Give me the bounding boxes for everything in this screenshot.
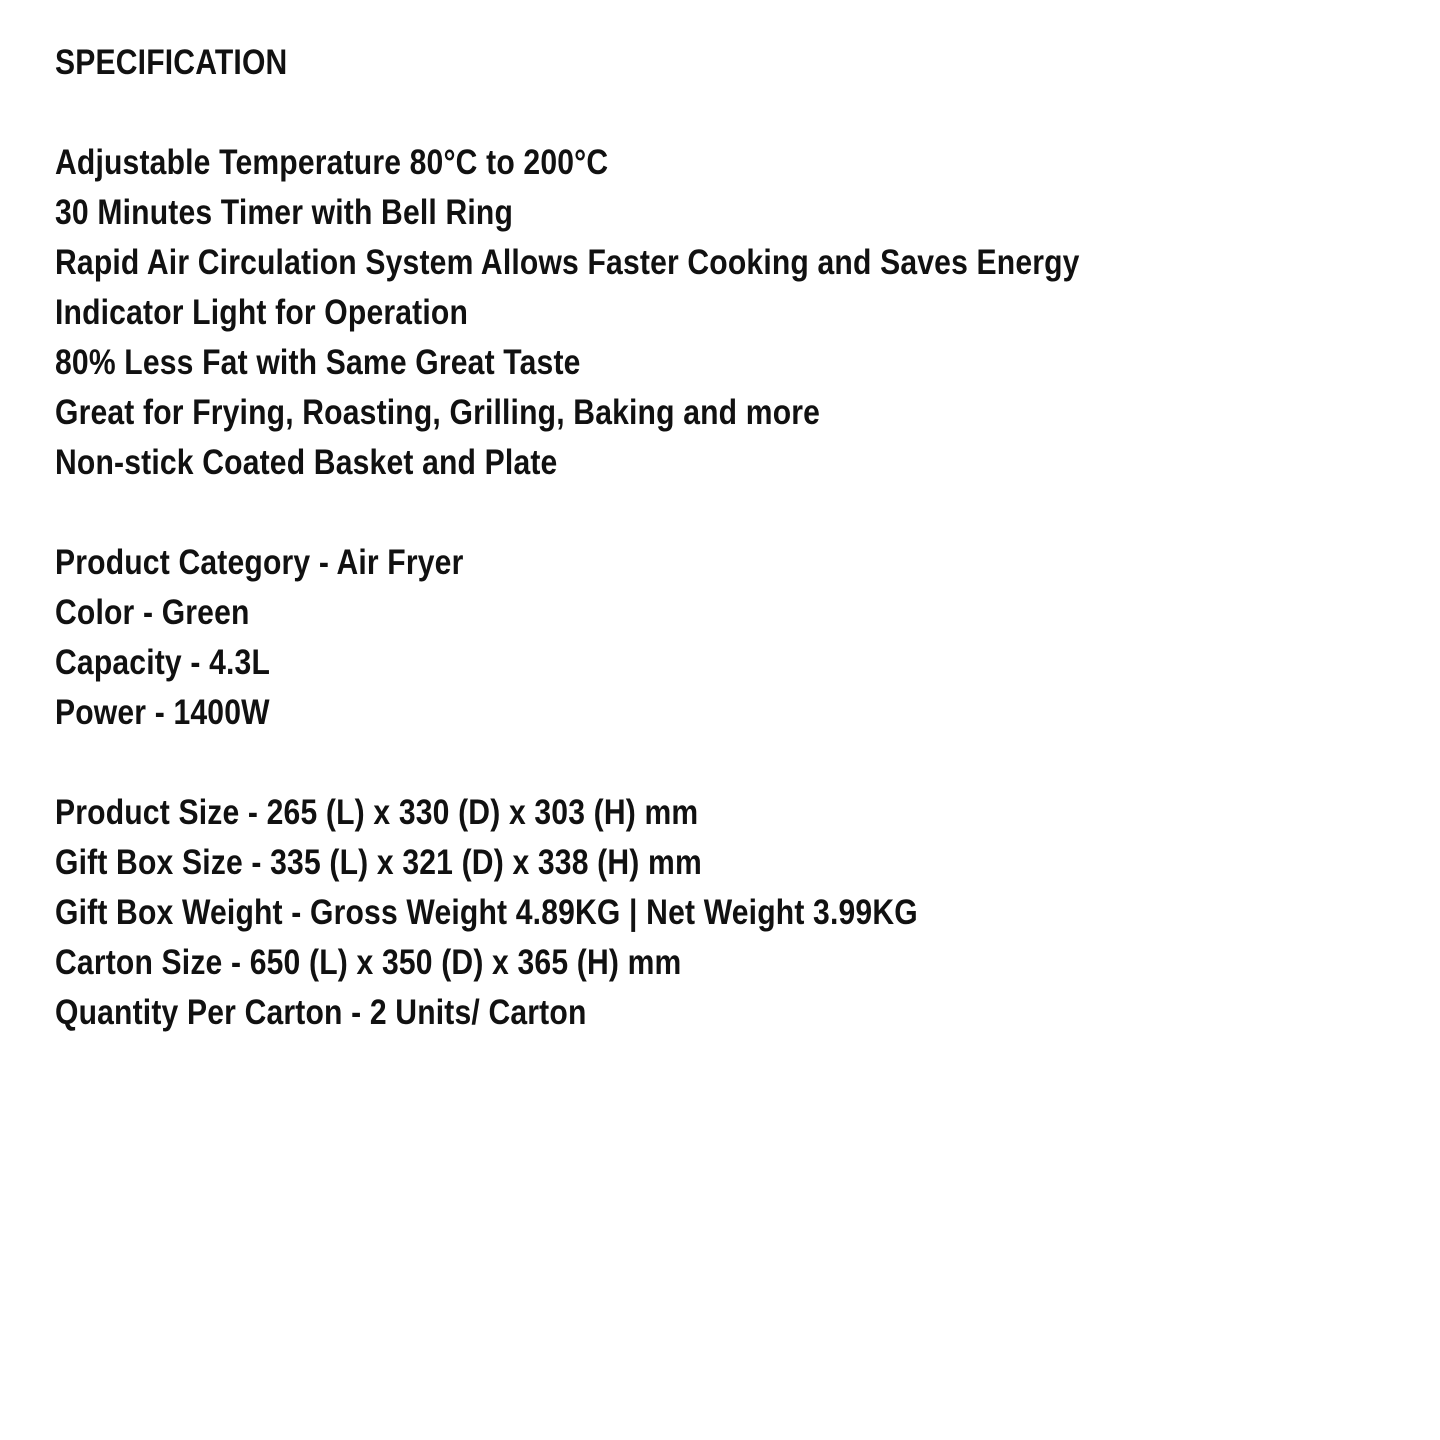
gift-box-size: Gift Box Size - 335 (L) x 321 (D) x 338 (H) mm [55, 843, 702, 882]
feature-line: 30 Minutes Timer with Bell Ring [55, 193, 514, 232]
product-info-list [55, 538, 1385, 738]
gift-box-weight: Gift Box Weight - Gross Weight 4.89KG | Net Weight 3.99KG [55, 893, 918, 932]
specification-document [55, 38, 1385, 1038]
product-power: Power - 1400W [55, 693, 270, 732]
feature-line: Indicator Light for Operation [55, 293, 469, 332]
spacer [55, 738, 1385, 788]
product-size: Product Size - 265 (L) x 330 (D) x 303 (H) mm [55, 793, 699, 832]
packaging-list [55, 788, 1385, 1038]
product-category: Product Category - Air Fryer [55, 543, 464, 582]
feature-line: Non-stick Coated Basket and Plate [55, 443, 558, 482]
feature-line: Adjustable Temperature 80°C to 200°C [55, 143, 609, 182]
product-capacity: Capacity - 4.3L [55, 643, 271, 682]
page-title: SPECIFICATION [55, 43, 288, 82]
carton-size: Carton Size - 650 (L) x 350 (D) x 365 (H) mm [55, 943, 682, 982]
spacer [55, 88, 1385, 138]
spacer [55, 488, 1385, 538]
product-color: Color - Green [55, 593, 250, 632]
feature-line: Rapid Air Circulation System Allows Faster Cooking and Saves Energy [55, 243, 1080, 282]
features-list [55, 138, 1385, 488]
quantity-per-carton: Quantity Per Carton - 2 Units/ Carton [55, 993, 587, 1032]
feature-line: 80% Less Fat with Same Great Taste [55, 343, 581, 382]
feature-line: Great for Frying, Roasting, Grilling, Baking and more [55, 393, 821, 432]
